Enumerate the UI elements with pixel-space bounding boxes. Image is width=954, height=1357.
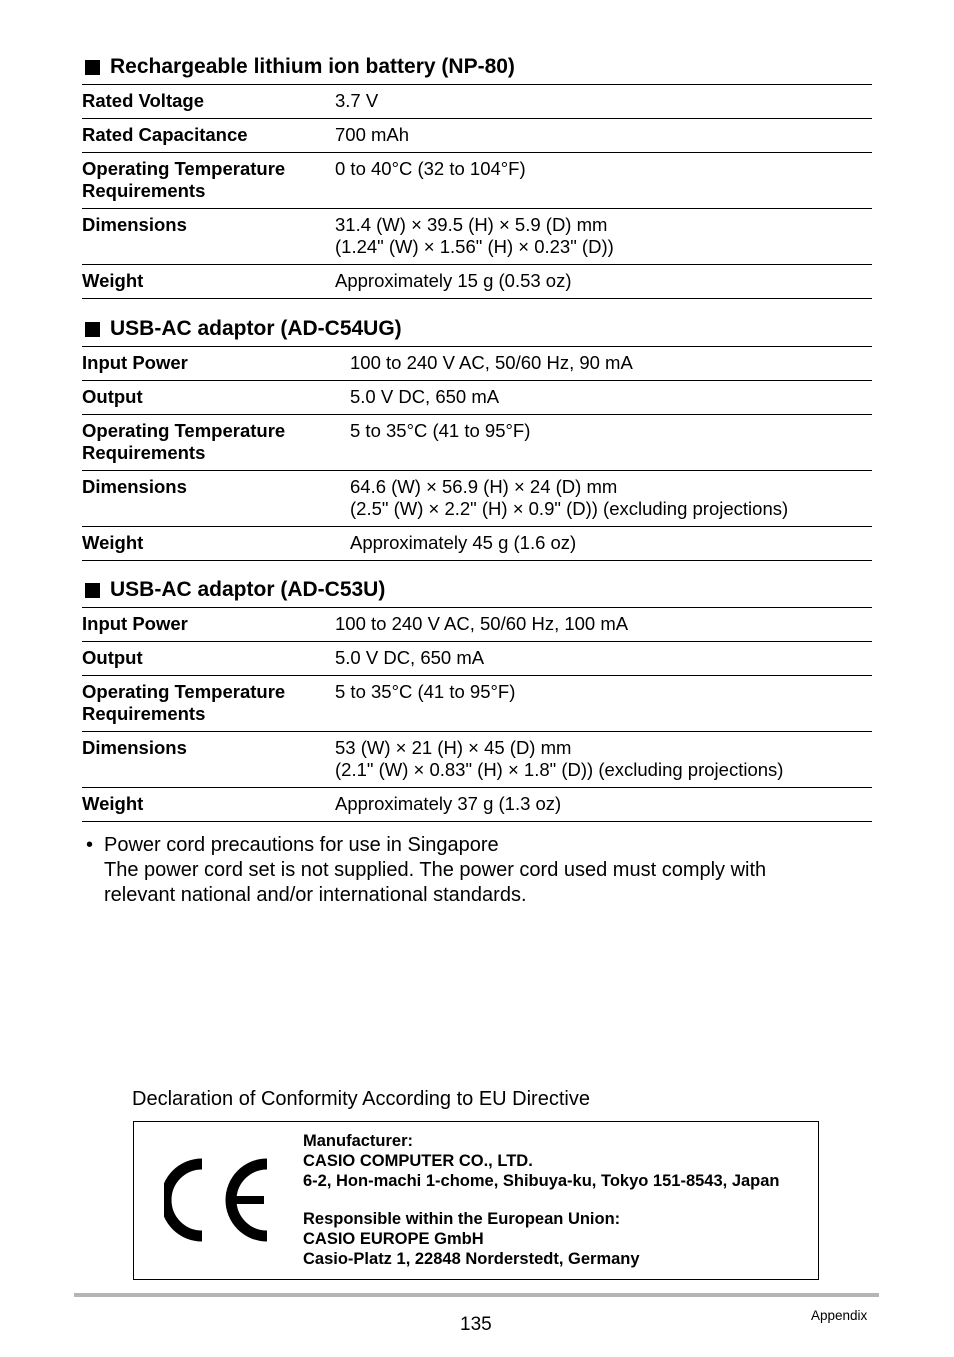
spec-value-line: 0 to 40°C (32 to 104°F) — [335, 158, 526, 179]
footer-divider — [74, 1293, 879, 1297]
spec-row — [82, 85, 872, 119]
spec-row — [82, 642, 872, 676]
spec-row — [82, 347, 872, 381]
spec-value-line: 100 to 240 V AC, 50/60 Hz, 90 mA — [350, 352, 633, 373]
note-line: relevant national and/or international standards. — [104, 884, 527, 906]
declaration-text — [303, 1132, 780, 1270]
spec-label — [82, 352, 350, 374]
spec-row — [82, 119, 872, 153]
spec-label — [82, 793, 335, 815]
eu-responsible-label: Responsible within the European Union: — [303, 1210, 621, 1229]
ce-mark-icon — [164, 1158, 274, 1242]
spec-value-line: 5.0 V DC, 650 mA — [335, 647, 485, 668]
spec-row — [82, 527, 872, 561]
spec-value — [335, 613, 872, 635]
square-bullet-icon — [85, 583, 100, 598]
spec-label — [82, 737, 335, 781]
spec-label-line: Output — [82, 647, 143, 668]
spec-row — [82, 788, 872, 822]
spec-row — [82, 608, 872, 642]
spec-value — [335, 124, 872, 146]
spec-value-line: 53 (W) × 21 (H) × 45 (D) mm — [335, 737, 572, 758]
spec-value — [335, 90, 872, 112]
spec-label — [82, 90, 335, 112]
spec-label-line: Rated Capacitance — [82, 124, 248, 145]
spec-value — [350, 352, 872, 374]
spec-row — [82, 415, 872, 471]
spec-row — [82, 732, 872, 788]
eu-responsible-address: Casio-Platz 1, 22848 Norderstedt, Germany — [303, 1249, 640, 1268]
spec-label — [82, 420, 350, 464]
manufacturer-address: 6-2, Hon-machi 1-chome, Shibuya-ku, Tokyo 151-8543, Japan — [303, 1171, 780, 1190]
spec-label — [82, 476, 350, 520]
spec-label-line: Dimensions — [82, 737, 187, 758]
spec-row — [82, 381, 872, 415]
manufacturer-label: Manufacturer: — [303, 1132, 414, 1150]
spec-label — [82, 214, 335, 258]
spec-label — [82, 532, 350, 554]
square-bullet-icon — [85, 322, 100, 337]
spec-value-line: 5 to 35°C (41 to 95°F) — [350, 420, 531, 441]
spec-label-line: Rated Voltage — [82, 90, 204, 111]
declaration-box — [133, 1121, 819, 1280]
section-title: USB-AC adaptor (AD-C54UG) — [110, 317, 402, 340]
spec-label — [82, 613, 335, 635]
section-heading — [82, 573, 872, 607]
section-heading — [82, 312, 872, 346]
spec-label-line: Weight — [82, 793, 144, 814]
spec-value — [335, 737, 872, 781]
spec-label — [82, 124, 335, 146]
spec-table — [82, 607, 872, 822]
spec-value — [335, 647, 872, 669]
declaration-title: Declaration of Conformity According to EU Directive — [132, 1088, 590, 1110]
spec-value-line: Approximately 45 g (1.6 oz) — [350, 532, 577, 553]
spec-value — [350, 386, 872, 408]
spec-table — [82, 84, 872, 299]
power-cord-note — [86, 833, 866, 908]
spec-label-line: Dimensions — [82, 214, 187, 235]
section-title: Rechargeable lithium ion battery (NP-80) — [110, 55, 515, 78]
note-line: Power cord precautions for use in Singapore — [104, 834, 499, 856]
spec-label — [82, 386, 350, 408]
bullet-icon: • — [86, 834, 94, 856]
spec-value-line: (1.24" (W) × 1.56" (H) × 0.23" (D)) — [335, 236, 614, 257]
spec-value-line: (2.5" (W) × 2.2" (H) × 0.9" (D)) (excluding projections) — [350, 498, 789, 519]
spec-value — [350, 476, 872, 520]
square-bullet-icon — [85, 60, 100, 75]
spec-value-line: 5 to 35°C (41 to 95°F) — [335, 681, 516, 702]
manufacturer-name: CASIO COMPUTER CO., LTD. — [303, 1151, 533, 1170]
spec-value-line: Approximately 37 g (1.3 oz) — [335, 793, 562, 814]
note-line: The power cord set is not supplied. The power cord used must comply with — [104, 859, 767, 881]
battery-spec-section — [82, 50, 872, 299]
spec-label-line: Operating Temperature — [82, 420, 286, 441]
spec-label-line: Requirements — [82, 703, 206, 724]
adaptor-c53u-spec-section — [82, 573, 872, 822]
spec-row — [82, 471, 872, 527]
spec-label-line: Requirements — [82, 180, 206, 201]
spec-label — [82, 270, 335, 292]
spec-value-line: 700 mAh — [335, 124, 410, 145]
spec-table — [82, 346, 872, 561]
spec-row — [82, 153, 872, 209]
spec-row — [82, 676, 872, 732]
section-title: USB-AC adaptor (AD-C53U) — [110, 578, 386, 601]
spec-label-line: Operating Temperature — [82, 158, 286, 179]
spec-label-line: Requirements — [82, 442, 206, 463]
eu-responsible-name: CASIO EUROPE GmbH — [303, 1230, 484, 1249]
spec-value-line: 5.0 V DC, 650 mA — [350, 386, 500, 407]
spec-value — [335, 793, 872, 815]
spec-label-line: Input Power — [82, 613, 188, 634]
spec-label — [82, 647, 335, 669]
spec-label-line: Weight — [82, 532, 144, 553]
spec-row — [82, 209, 872, 265]
spec-value-line: 64.6 (W) × 56.9 (H) × 24 (D) mm — [350, 476, 618, 497]
spec-label-line: Input Power — [82, 352, 188, 373]
spec-value-line: (2.1" (W) × 0.83" (H) × 1.8" (D)) (excluding projections) — [335, 759, 784, 780]
spec-label — [82, 158, 335, 202]
spec-value — [335, 214, 872, 258]
spec-label-line: Dimensions — [82, 476, 187, 497]
section-heading — [82, 50, 872, 84]
spec-value — [350, 420, 872, 464]
spec-value-line: 31.4 (W) × 39.5 (H) × 5.9 (D) mm — [335, 214, 608, 235]
note-body — [104, 833, 866, 908]
spec-label-line: Weight — [82, 270, 144, 291]
spec-value — [335, 270, 872, 292]
spec-value — [335, 681, 872, 725]
section-label: Appendix — [811, 1308, 868, 1323]
spec-label-line: Output — [82, 386, 143, 407]
spec-value-line: Approximately 15 g (0.53 oz) — [335, 270, 572, 291]
spec-value — [335, 158, 872, 202]
spec-value — [350, 532, 872, 554]
spec-row — [82, 265, 872, 299]
spec-value-line: 3.7 V — [335, 90, 379, 111]
adaptor-c54ug-spec-section — [82, 312, 872, 561]
spec-label-line: Operating Temperature — [82, 681, 286, 702]
page-number: 135 — [460, 1314, 492, 1335]
spec-label — [82, 681, 335, 725]
spec-value-line: 100 to 240 V AC, 50/60 Hz, 100 mA — [335, 613, 629, 634]
